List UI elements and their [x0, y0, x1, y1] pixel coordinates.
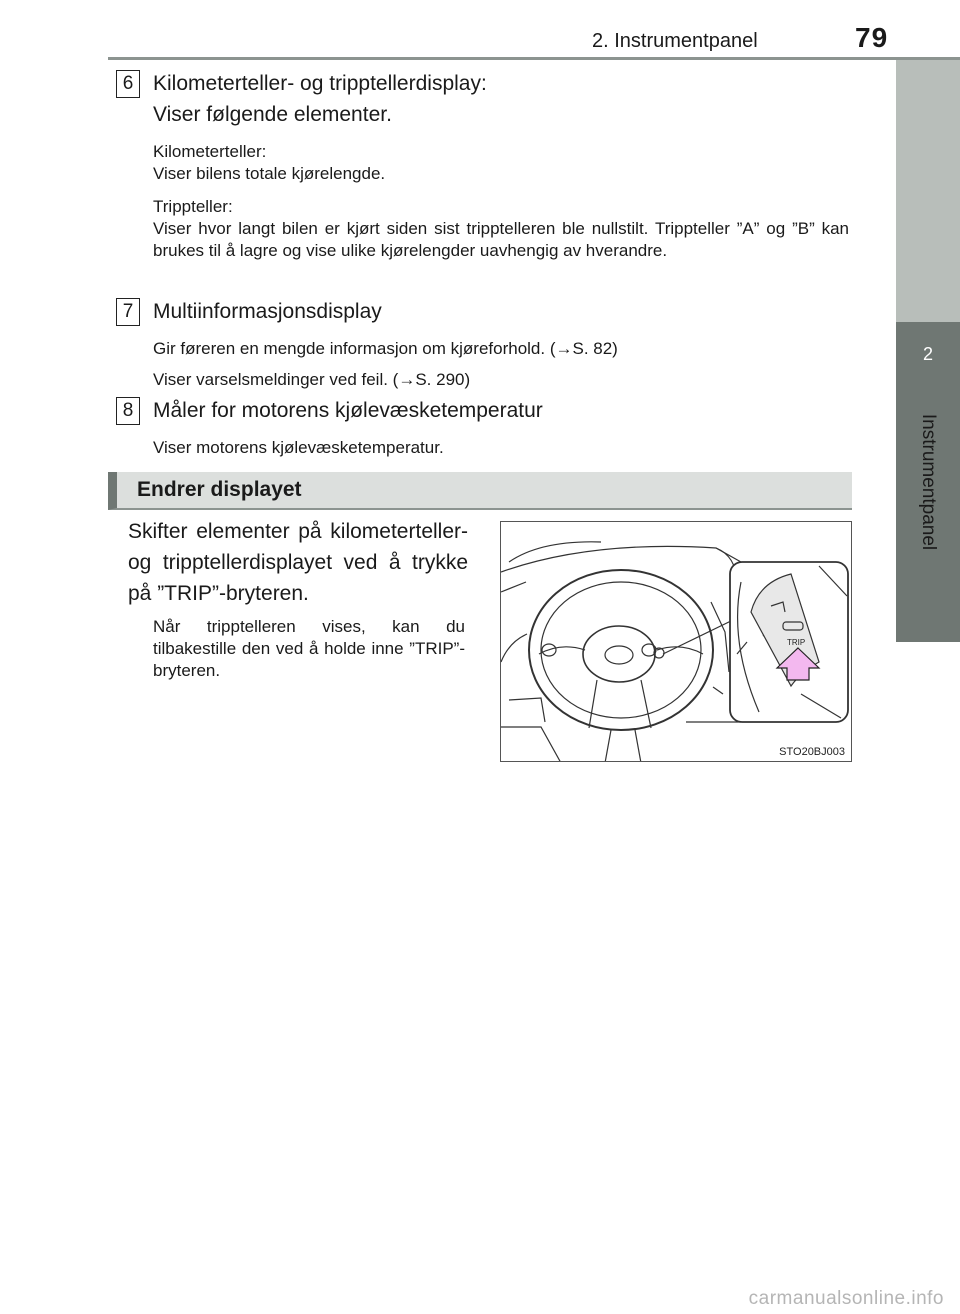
steering-wheel-illustration — [500, 521, 852, 762]
item-number-8: 8 — [116, 397, 140, 425]
chapter-tab-number: 2 — [922, 344, 933, 364]
tripmeter-label: Trippteller: — [153, 197, 233, 216]
watermark: carmanualsonline.info — [748, 1288, 944, 1309]
tripmeter-text: Viser hvor langt bilen er kjørt siden sist tripptelleren ble nullstilt. Trippteller ”A” og ”B” kan brukes til å lagre og vise ulike kjørelengder uavhengig av hverandre. — [153, 219, 849, 260]
section-header — [108, 472, 852, 510]
figure-code: STO20BJ003 — [779, 746, 845, 758]
item-7-title: Multiinformasjonsdisplay — [153, 300, 382, 323]
odometer-text: Viser bilens totale kjørelengde. — [153, 164, 386, 183]
side-tab-upper — [896, 60, 960, 322]
item-6-subtitle: Viser følgende elementer. — [153, 103, 392, 126]
header-rule — [108, 57, 960, 60]
odometer-label: Kilometerteller: — [153, 142, 267, 161]
trip-button-label: TRIP — [787, 638, 806, 647]
section-title: Endrer displayet — [137, 478, 302, 501]
item-7-line-1: Gir føreren en mengde informasjon om kjøreforhold. (→S. 82) — [153, 339, 618, 358]
item-7-line-2: Viser varselsmeldinger ved feil. (→S. 290) — [153, 370, 471, 389]
item-8-line-1: Viser motorens kjølevæsketemperatur. — [153, 438, 444, 457]
item-number-6: 6 — [116, 70, 140, 98]
item-6-title: Kilometerteller- og tripptellerdisplay: — [153, 72, 487, 95]
page-number: 79 — [855, 22, 889, 53]
running-header: 2. Instrumentpanel — [592, 30, 758, 52]
section-lead-text: Skifter elementer på kilometerteller- og tripptellerdisplayet ved å trykke på ”TRIP”-bryteren. — [128, 520, 468, 605]
item-number-7: 7 — [116, 298, 140, 326]
item-8-title: Måler for motorens kjølevæsketemperatur — [153, 399, 543, 422]
section-note-text: Når tripptelleren vises, kan du tilbakestille den ved å holde inne ”TRIP”-bryteren. — [153, 617, 465, 680]
steering-wheel-drawing — [501, 522, 852, 762]
chapter-tab-label: Instrumentpanel — [918, 413, 939, 551]
